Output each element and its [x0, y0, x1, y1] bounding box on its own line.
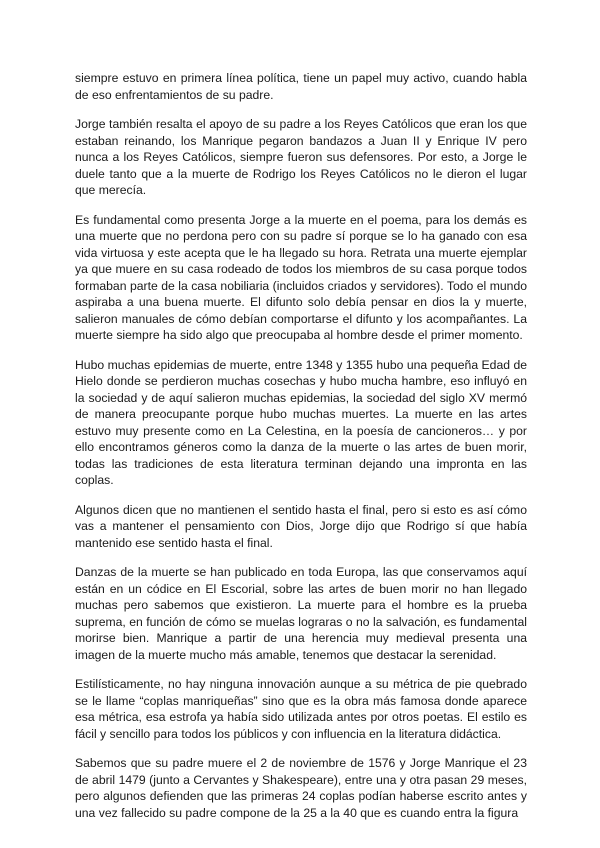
- document-page: [75, 70, 527, 821]
- paragraph-4: Hubo muchas epidemias de muerte, entre 1348 y 1355 hubo una pequeña Edad de Hielo donde se perdieron muchas cosechas y hubo mucha hambre, eso influyó en la sociedad y de aquí salieron muchas epidemias, la sociedad del siglo XV mermó de manera preocupante porque hubo muchas muertes. La muerte en las artes estuvo muy presente como en La Celestina, en la poesía de cancioneros… y por ello encontramos géneros como la danza de la muerte o las artes de buen morir, todas las tradiciones de esta literatura terminan dejando una impronta en las coplas.: [75, 357, 527, 487]
- paragraph-8: Sabemos que su padre muere el 2 de noviembre de 1576 y Jorge Manrique el 23 de abril 1479 (junto a Cervantes y Shakespeare), entre una y otra pasan 29 meses, pero algunos defienden que las primeras 24 coplas podían haberse escrito antes y una vez fallecido su padre compone de la 25 a la 40 que es cuando entra la figura: [75, 756, 527, 820]
- paragraph-5: Algunos dicen que no mantienen el sentido hasta el final, pero si esto es así cómo vas a mantener el pensamiento con Dios, Jorge dijo que Rodrigo sí que había mantenido ese sentido hasta el final.: [75, 502, 527, 550]
- paragraph-6: Danzas de la muerte se han publicado en toda Europa, las que conservamos aquí están en un códice en El Escorial, sobre las artes de buen morir no han llegado muchas pero sabemos que existieron. La muerte para el hombre es la prueba suprema, en función de cómo se muelas lograras o no la salvación, es fundamental morirse bien. Manrique a partir de una herencia muy medieval presenta una imagen de la muerte mucho más amable, tenemos que destacar la serenidad.: [75, 565, 527, 662]
- paragraph-3: Es fundamental como presenta Jorge a la muerte en el poema, para los demás es una muerte que no perdona pero con su padre sí porque se lo ha ganado con esa vida virtuosa y este acepta que le ha llegado su hora. Retrata una muerte ejemplar ya que muere en su casa rodeado de todos los miembros de su casa porque todos formaban parte de la casa nobiliaria (incluidos criados y servidores). Todo el mundo aspiraba a una buena muerte. El difunto solo debía pensar en dios la y muerte, salieron manuales de cómo debían comportarse el difunto y los acompañantes. La muerte siempre ha sido algo que preocupaba al hombre desde el primer momento.: [75, 212, 527, 342]
- paragraph-2: Jorge también resalta el apoyo de su padre a los Reyes Católicos que eran los que estaban reinando, los Manrique pegaron bandazos a Juan II y Enrique IV pero nunca a los Reyes Católicos, siempre fueron sus defensores. Por esto, a Jorge le duele tanto que a la muerte de Rodrigo los Reyes Católicos no le dieron el lugar que merecía.: [75, 117, 527, 197]
- paragraph-1: siempre estuvo en primera línea política, tiene un papel muy activo, cuando habla de eso enfrentamientos de su padre.: [75, 71, 527, 102]
- paragraph-7: Estilísticamente, no hay ninguna innovación aunque a su métrica de pie quebrado se le llame “coplas manriqueñas” sino que es la obra más famosa donde aparece esa métrica, esa estrofa ya había sido utilizada antes por otros poetas. El estilo es fácil y sencillo para todos los públicos y con influencia en la literatura didáctica.: [75, 677, 527, 741]
